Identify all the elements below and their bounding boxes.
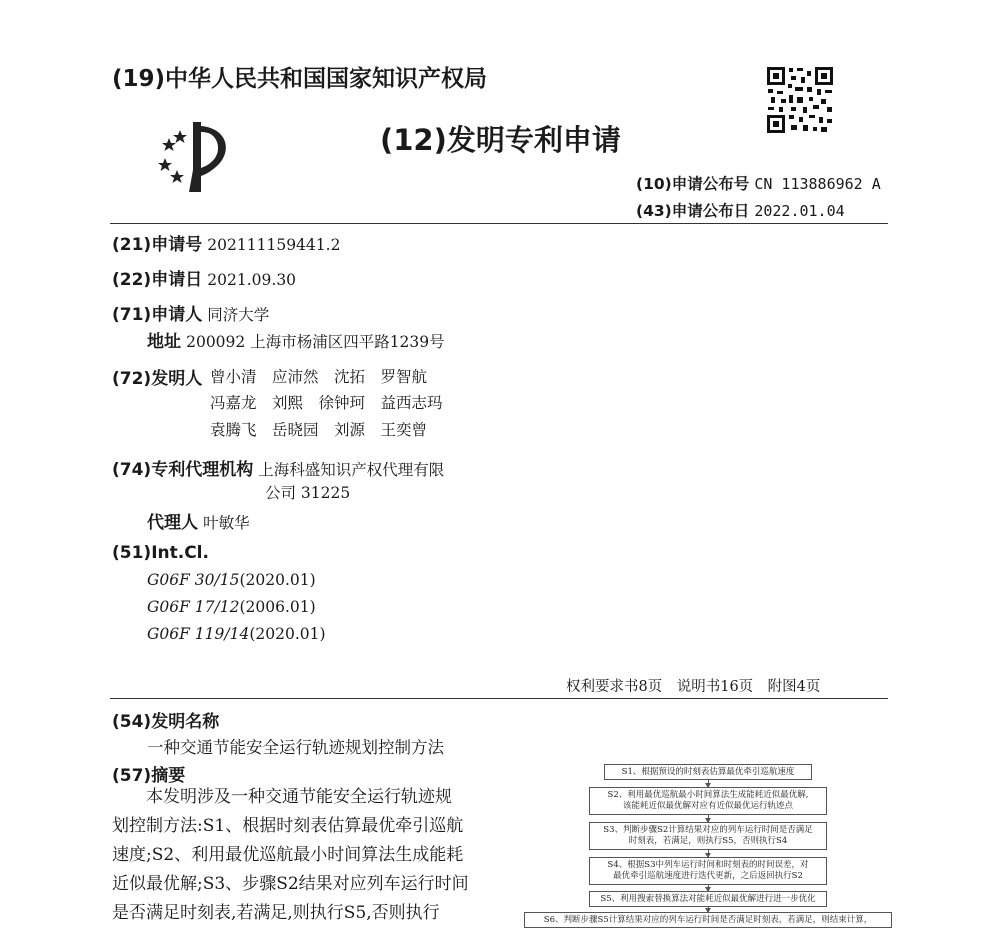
- flowchart-step-s4: [589, 857, 827, 885]
- flowchart-arrow: [708, 780, 709, 787]
- invention-title: 一种交通节能安全运行轨迹规划控制方法: [147, 738, 444, 757]
- inventors-line-2: 冯嘉龙 刘熙 徐钟珂 益西志玛: [210, 394, 443, 412]
- address-value: 200092 上海市杨浦区四平路1239号: [186, 333, 445, 351]
- page-counts: 权利要求书8页 说明书16页 附图4页: [566, 679, 821, 695]
- abstract-text: [112, 783, 469, 928]
- applicant-label: (71)申请人: [112, 305, 203, 325]
- header-divider: [110, 223, 888, 224]
- intcl-entry: [147, 570, 316, 589]
- intcl-version: (2020.01): [249, 625, 326, 643]
- filing-date-value: 2021.09.30: [207, 271, 297, 289]
- address-label: 地址: [147, 332, 181, 352]
- intcl-label: (51)Int.Cl.: [112, 543, 209, 563]
- flowchart-step-s4-line: 最优牵引巡航速度进行迭代更新，之后返回执行S2: [613, 871, 803, 881]
- document-type: (12)发明专利申请: [380, 123, 621, 157]
- office-name: (19)中华人民共和国国家知识产权局: [112, 66, 488, 92]
- intcl-entry: [147, 624, 326, 643]
- invention-title-label: (54)发明名称: [112, 712, 220, 732]
- abstract-line: 速度;S2、利用最优巡航最小时间算法生成能耗: [112, 845, 464, 865]
- applicant-value: 同济大学: [207, 306, 270, 324]
- agent-value: 叶敏华: [203, 514, 250, 532]
- agency-label: (74)专利代理机构: [112, 460, 254, 480]
- flowchart-arrow: [708, 815, 709, 822]
- flowchart-step-s3: [589, 822, 827, 850]
- flowchart-step-s6: S6、判断步骤S5计算结果对应的列车运行时间是否满足时刻表，若满足，则结束计算，: [524, 912, 892, 928]
- intcl-version: (2006.01): [239, 598, 316, 616]
- cnipa-logo-icon: [155, 118, 237, 196]
- intcl-code: G06F 119/14: [147, 625, 250, 643]
- flowchart-arrow: [708, 850, 709, 857]
- abstract-line: 本发明涉及一种交通节能安全运行轨迹规: [146, 787, 452, 807]
- pub-no-value: CN 113886962 A: [754, 175, 881, 193]
- flowchart-step-s1: S1、根据预设的时刻表估算最优牵引巡航速度: [604, 764, 812, 780]
- flowchart-step-s3-line: S3、判断步骤S2计算结果对应的列车运行时间是否满足: [603, 825, 813, 835]
- intcl-code: G06F 17/12: [147, 598, 240, 616]
- section-divider: [110, 698, 888, 699]
- pub-date-value: 2022.01.04: [754, 202, 845, 220]
- abstract-line: 是否满足时刻表,若满足,则执行S5,否则执行: [112, 903, 440, 923]
- inventors-line-3: 袁腾飞 岳晓园 刘源 王奕曾: [210, 421, 428, 439]
- qr-code-icon: [765, 65, 835, 135]
- pub-no-label: (10)申请公布号: [636, 175, 750, 193]
- agency-value-line-1: 上海科盛知识产权代理有限: [258, 461, 445, 479]
- abstract-line: 划控制方法:S1、根据时刻表估算最优牵引巡航: [112, 816, 464, 836]
- flowchart-step-s2: [589, 787, 827, 815]
- app-no-value: 202111159441.2: [207, 236, 341, 254]
- flowchart-step-s5: S5、利用搜索替换算法对能耗近似最优解进行进一步优化: [589, 891, 827, 907]
- abstract-line: 近似最优解;S3、步骤S2结果对应列车运行时间: [112, 874, 469, 894]
- flowchart-step-s4-line: S4、根据S3中列车运行时间和时刻表的时间误差，对: [607, 860, 809, 870]
- agency-value-line-2: 公司 31225: [265, 484, 351, 502]
- app-no-label: (21)申请号: [112, 235, 203, 255]
- filing-date-label: (22)申请日: [112, 270, 203, 290]
- intcl-version: (2020.01): [239, 571, 316, 589]
- agent-label: 代理人: [147, 513, 198, 533]
- flowchart-step-s2-line: S2、利用最优巡航最小时间算法生成能耗近似最优解,: [607, 790, 809, 800]
- pub-date-label: (43)申请公布日: [636, 202, 750, 220]
- inventors-line-1: 曾小清 应沛然 沈拓 罗智航: [210, 368, 428, 386]
- intcl-code: G06F 30/15: [147, 571, 240, 589]
- flowchart-step-s3-line: 时刻表，若满足，则执行S5，否则执行S4: [628, 836, 788, 846]
- flowchart-step-s2-line: 该能耗近似最优解对应有近似最优运行轨迹点: [622, 801, 793, 811]
- inventors-label: (72)发明人: [112, 369, 203, 389]
- abstract-label: (57)摘要: [112, 766, 186, 786]
- intcl-entry: [147, 597, 316, 616]
